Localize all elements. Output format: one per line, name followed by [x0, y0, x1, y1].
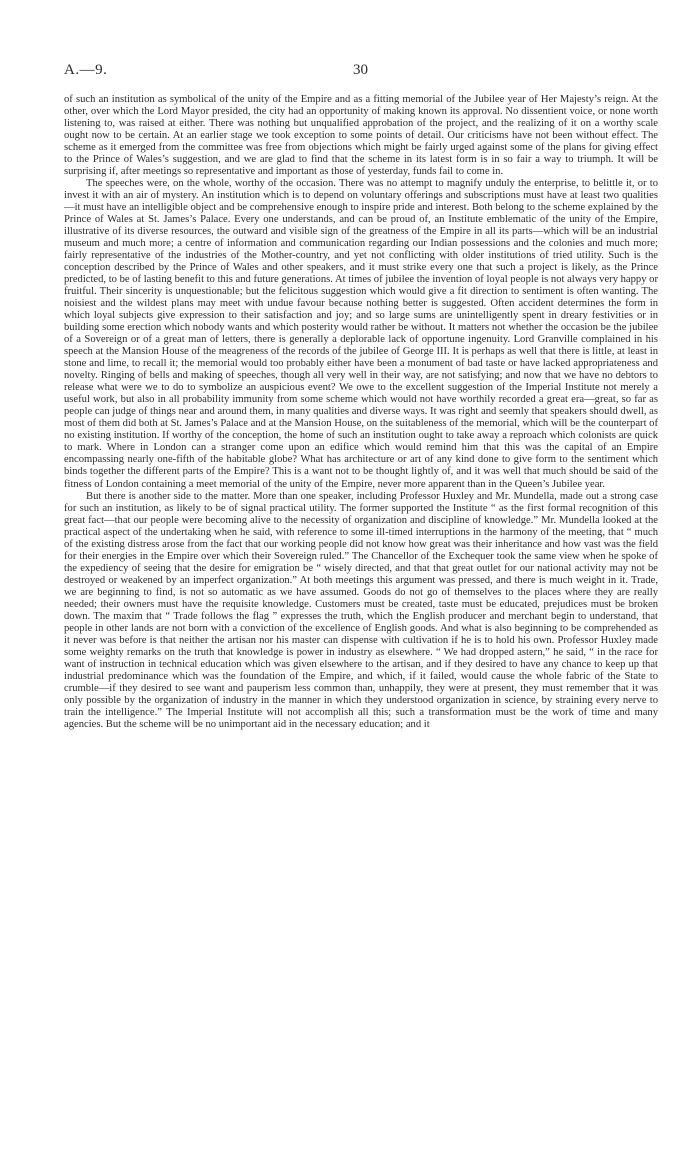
article-body: [64, 94, 658, 731]
paragraph-other-side: But there is another side to the matter. More than one speaker, including Professor Huxley and Mr. Mundella, made out a strong case for such an institution, as likely to be of signal practical utility. The former supported the Institute “ as the first formal recognition of this great fact—that our people were becoming alive to the necessity of organization and discipline of knowledge.” Mr. Mundella looked at the practical aspect of the undertaking when he said, with reference to some ill-timed interruptions in the harmony of the meeting, that “ much of the existing distress arose from the fact that our working people did not know how great was their inheritance and how vast was the field for their energies in the Empire over which their Sovereign ruled.” The Chancellor of the Exchequer took the same view when he spoke of the expediency of seeing that the desire for emigration be “ wisely directed, and that that great outlet for our national activity may not be destroyed or weakened by an imperfect organization.” At both meetings this argument was pressed, and there is much weight in it. Trade, we are beginning to find, is not so automatic as we have assumed. Goods do not go of themselves to the places where they are really needed; their owners must have the requisite knowledge. Customers must be created, taste must be educated, prejudices must be broken down. The maxim that “ Trade follows the flag ” expresses the truth, which the English producer and merchant begin to understand, that people in other lands are not born with a conviction of the excellence of English goods. And what is also beginning to be comprehended as it never was before is that neither the artisan nor his master can dispense with cultivation if he is to hold his own. Professor Huxley made some weighty remarks on the truth that knowledge is power in industry as elsewhere. “ We had dropped astern,” he said, “ in the race for want of instruction in technical education which was given elsewhere to the artisan, and if they desired to have any chance to keep up that industrial predominance which was the foundation of the Empire, and which, if it failed, would cause the whole fabric of the State to crumble—if they desired to see want and pauperism less common than, unhappily, they were at present, they must remember that it was only possible by the organization of industry in the manner in which they understood organization in science, by straining every nerve to train the intelligence.” The Imperial Institute will not accomplish all this; such a transformation must be the work of time and many agencies. But the scheme will be no unimportant aid in the necessary education; and it: [64, 490, 658, 730]
page-number: 30: [353, 62, 368, 78]
paragraph-speeches: The speeches were, on the whole, worthy of the occasion. There was no attempt to magnify unduly the enterprise, to belittle it, or to invest it with an air of mystery. An institution which is to depend on voluntary offerings and subscriptions must have at least two qualities—it must have an intelligible object and be comprehensive enough to inspire pride and interest. Both belong to the scheme explained by the Prince of Wales at St. James’s Palace. Every one understands, and can be proud of, an Institute emblematic of the unity of the Empire, illustrative of its diverse resources, the outward and visible sign of the greatness of the Empire in all its parts—which will be an industrial museum and much more; a centre of information and communication regarding our Indian possessions and the colonies and much more; fairly representative of the industries of the Mother-country, and yet not conflicting with older institutions of tried utility. Such is the conception described by the Prince of Wales and other speakers, and it must strike every one that such a project is likely, as the Prince predicted, to be of lasting benefit to this and future generations. At times of jubilee the invention of loyal people is not always very happy or fruitful. Their sincerity is unquestionable; but the felicitous suggestion which would give a fit direction to sentiment is often wanting. The noisiest and the wildest plans may meet with undue favour because nothing better is suggested. Often accident determines the form in which loyal subjects give expression to their satisfaction and joy; and so large sums are unintelligently spent in dreary festivities or in building some erection which nobody wants and which posterity would rather be without. It matters not whether the occasion be the jubilee of a Sovereign or of a great man of letters, there is generally a deplorable lack of opportune ingenuity. Lord Granville complained in his speech at the Mansion House of the meagreness of the records of the jubilee of George III. It is perhaps as well that there is little, at least in stone and lime, to recall it; the memorial would too probably either have been a monument of bad taste or have lacked appropriateness and novelty. Ringing of bells and making of speeches, though all very well in their way, are not satisfying; and now that we have no debtors to release what were we to do to symbolize an auspicious event? We owe to the excellent suggestion of the Imperial Institute not merely a useful work, but also in all probability immunity from some scheme which would not have worthily recorded a great era—great, so far as people can judge of things near and around them, in many qualities and diverse ways. It was right and seemly that speakers should dwell, as most of them did both at St. James’s Palace and at the Mansion House, on the suitableness of the memorial, which will be the counterpart of no existing institution. If worthy of the conception, the home of such an institution ought to take away a reproach which colonists are quick to mark. Where in London can a stranger come upon an edifice which would remind him that this was the capital of an Empire encompassing nearly one-fifth of the habitable globe? What has architecture or art of any kind done to give form to the sentiment which binds together the different parts of the Empire? This is a want not to be thought lightly of, and it was well that much should be said of the fitness of London containing a meet memorial of the unity of the Empire, never more apparent than in the Queen’s Jubilee year.: [64, 178, 658, 490]
paragraph-continued: of such an institution as symbolical of the unity of the Empire and as a fitting memorial of the Jubilee year of Her Majesty’s reign. At the other, over which the Lord Mayor presided, the city had an opportunity of making known its approval. No dissentient voice, or none worth listening to, was raised at either. There was nothing but unqualified approbation of the project, and the realizing of it on a worthy scale ought now to be certain. At an earlier stage we took exception to some points of detail. Our criticisms have not been without effect. The scheme as it emerged from the committee was free from objections which might be fairly urged against some of the plans for giving effect to the Prince of Wales’s suggestion, and we are glad to find that the scheme in its latest form is in so fair a way to triumph. It will be surprising if, after meetings so representative and important as those of yesterday, funds fail to come in.: [64, 94, 658, 178]
page-header: [40, 62, 660, 84]
document-reference: A.—9.: [64, 62, 108, 78]
